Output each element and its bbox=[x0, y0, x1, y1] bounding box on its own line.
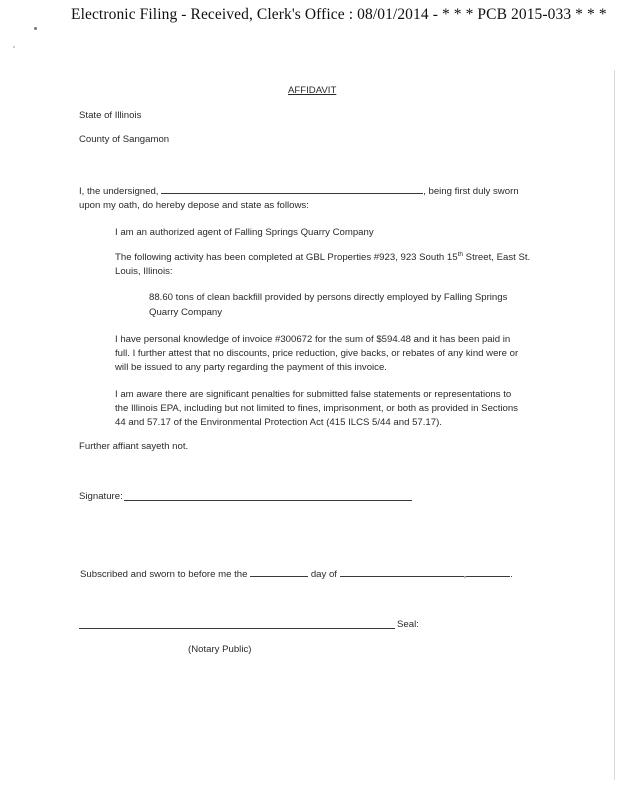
intro-line-2: upon my oath, do hereby depose and state as follows: bbox=[79, 200, 309, 211]
ordinal-suffix: th bbox=[457, 250, 463, 258]
document-title: AFFIDAVIT bbox=[288, 85, 337, 96]
intro-text-start: I, the undersigned, bbox=[79, 186, 159, 197]
sworn-month-blank[interactable] bbox=[340, 567, 464, 577]
signature-line[interactable] bbox=[124, 500, 412, 501]
penalty-line-1: I am aware there are significant penalties for submitted false statements or representations to bbox=[115, 389, 512, 400]
notary-signature-line[interactable] bbox=[79, 628, 395, 629]
invoice-line-1: I have personal knowledge of invoice #300672 for the sum of $594.48 and it has been paid in bbox=[115, 334, 511, 345]
county-line: County of Sangamon bbox=[79, 134, 170, 145]
agent-statement: I am an authorized agent of Falling Springs Quarry Company bbox=[115, 227, 374, 238]
sworn-text-day-of: day of bbox=[310, 569, 337, 580]
activity-line-1 bbox=[115, 251, 530, 265]
seal-label: Seal: bbox=[397, 619, 419, 630]
invoice-line-2: full. I further attest that no discounts, price reduction, give backs, or rebates of any kind were or bbox=[115, 348, 519, 359]
intro-line bbox=[79, 184, 519, 199]
penalty-line-3: 44 and 57.17 of the Environmental Protection Act (415 ILCS 5/44 and 57.17). bbox=[115, 417, 442, 428]
sworn-period: . bbox=[510, 569, 513, 580]
notary-public-label: (Notary Public) bbox=[188, 644, 252, 655]
signature-label: Signature: bbox=[79, 491, 123, 502]
activity-text-end: Street, East St. bbox=[463, 252, 531, 263]
further-affiant: Further affiant sayeth not. bbox=[79, 441, 189, 452]
state-line: State of Illinois bbox=[79, 110, 142, 121]
affiant-name-blank[interactable] bbox=[161, 184, 423, 194]
sworn-year-blank[interactable] bbox=[466, 567, 510, 577]
invoice-line-3: will be issued to any party regarding the payment of this invoice. bbox=[115, 362, 387, 373]
sworn-comma: , bbox=[463, 569, 467, 580]
sworn-day-blank[interactable] bbox=[250, 567, 308, 577]
intro-text-end: , being first duly sworn bbox=[423, 186, 519, 197]
sworn-text-start: Subscribed and sworn to before me the bbox=[80, 569, 248, 580]
activity-text-start: The following activity has been completed at GBL Properties #923, 923 South 15 bbox=[115, 252, 458, 263]
backfill-line-1: 88.60 tons of clean backfill provided by persons directly employed by Falling Springs bbox=[149, 292, 508, 303]
backfill-line-2: Quarry Company bbox=[149, 307, 223, 318]
penalty-line-2: the Illinois EPA, including but not limited to fines, imprisonment, or both as provided in Sections bbox=[115, 403, 518, 414]
sworn-line bbox=[80, 567, 513, 582]
activity-line-2: Louis, Illinois: bbox=[115, 266, 173, 277]
filing-stamp: Electronic Filing - Received, Clerk's Office : 08/01/2014 - * * * PCB 2015-033 * * * bbox=[71, 6, 607, 23]
